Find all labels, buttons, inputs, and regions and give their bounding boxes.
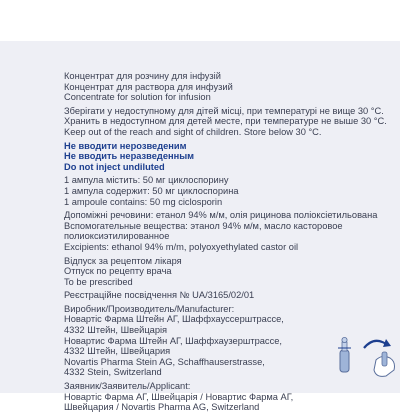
text-line: Новартіс Фарма Штейн АГ, Шаффхауссерштрассе, xyxy=(64,314,284,325)
excipients-block xyxy=(64,210,394,252)
text-line: Хранить в недоступном для детей месте, при температуре не выше 30 °C. xyxy=(64,116,387,127)
text-line: Заявник/Заявитель/Applicant: xyxy=(64,381,191,392)
text-line: 1 ампула містить: 50 мг циклоспорину xyxy=(64,175,229,186)
text-line: Концентрат для розчину для інфузій xyxy=(64,71,221,81)
text-line: Зберігати у недоступному для дітей місці, при температурі не вище 30 °C. xyxy=(64,105,384,116)
dosage-form-block xyxy=(64,71,394,103)
text-line: 4332 Штейн, Швейцария xyxy=(64,346,171,357)
text-line: 1 ампула содержит: 50 мг циклоспорина xyxy=(64,185,239,196)
warning-line: Не вводити нерозведеним xyxy=(64,140,187,151)
prescription-block xyxy=(64,256,394,288)
text-line: Новартис Фарма Штейн АГ, Шаффхаузерштрассе, xyxy=(64,335,282,346)
warning-line: Do not inject undiluted xyxy=(64,161,165,172)
text-line: Відпуск за рецептом лікаря xyxy=(64,255,182,266)
text-line: Вспомогательные вещества: этанол 94% м/м, масло касторовое xyxy=(64,220,343,231)
text-line: Отпуск по рецепту врача xyxy=(64,266,172,277)
text-line: полиоксиэтилированное xyxy=(64,231,170,242)
ampoule-icon xyxy=(336,330,400,380)
text-line: Novartis Pharma Stein AG, Schaffhauserstrasse, xyxy=(64,356,265,367)
text-line: Concentrate for solution for infusion xyxy=(64,92,211,103)
text-line: Виробник/Производитель/Manufacturer: xyxy=(64,303,235,314)
warning-line: Не вводить неразведенным xyxy=(64,151,195,162)
text-line: Excipients: ethanol 94% m/m, polyoxyethylated castor oil xyxy=(64,241,299,252)
registration-block xyxy=(64,290,394,301)
warning-block xyxy=(64,141,394,173)
break-ampoule-icon xyxy=(364,339,395,376)
text-line: Концентрат для раствора для инфузий xyxy=(64,81,233,92)
storage-block xyxy=(64,106,394,138)
text-line: Keep out of the reach and sight of children. Store below 30 °C. xyxy=(64,126,322,137)
text-line: 4332 Stein, Switzerland xyxy=(64,367,162,378)
ampoule-illustration xyxy=(336,330,400,380)
text-line: Швейцария / Novartis Pharma AG, Switzerland xyxy=(64,402,260,413)
text-line: Реєстраційне посвідчення № UA/3165/02/01 xyxy=(64,290,255,301)
text-line: Допоміжні речовини: етанол 94% м/м, олія рицинова поліоксіетильована xyxy=(64,210,378,221)
composition-block xyxy=(64,175,394,207)
text-line: To be prescribed xyxy=(64,276,133,287)
text-line: Новартіс Фарма АГ, Швейцарія / Новартис Фарма АГ, xyxy=(64,391,294,402)
text-line: 4332 Штейн, Швейцарія xyxy=(64,325,168,336)
applicant-block xyxy=(64,381,394,413)
text-line: 1 ampoule contains: 50 mg ciclosporin xyxy=(64,196,223,207)
